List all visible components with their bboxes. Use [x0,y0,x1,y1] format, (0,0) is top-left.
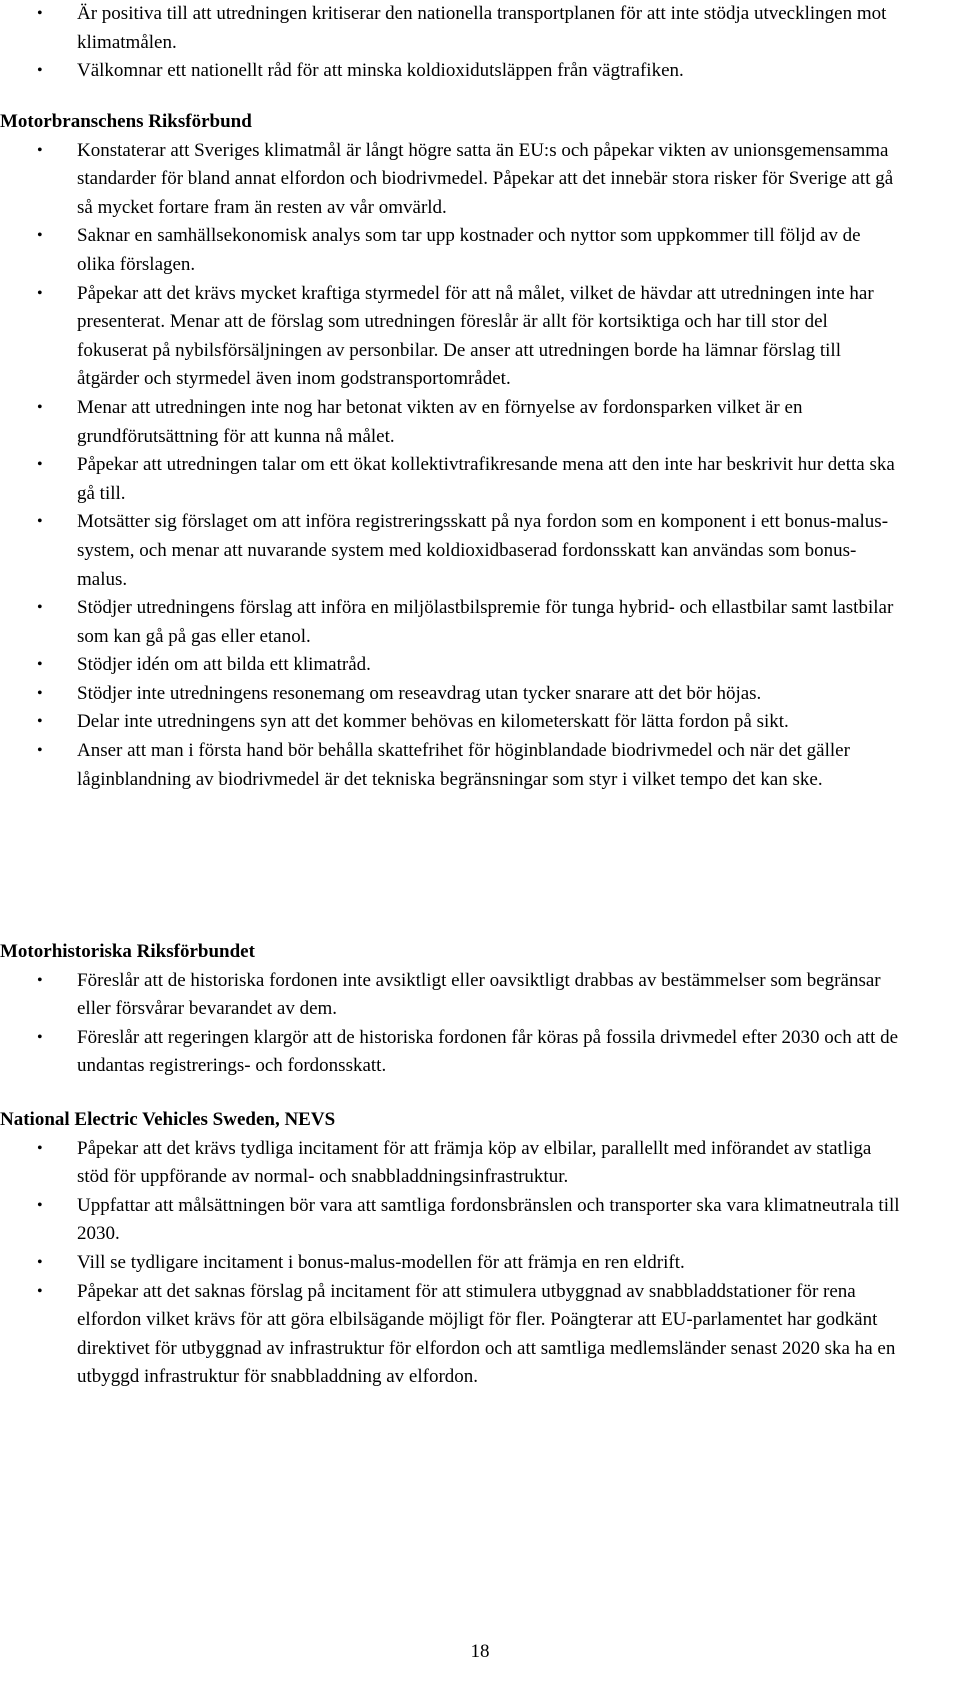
bullet-icon: • [37,62,43,80]
section-motorbranschens-riksforbund [0,108,960,794]
bullet-icon: • [37,284,43,302]
list-item-text: Välkomnar ett nationellt råd för att minska koldioxidutsläppen från vägtrafiken. [77,60,684,82]
intro-section [0,0,960,86]
list-item [0,737,960,794]
bullet-icon: • [37,5,43,22]
bullet-icon: • [37,599,43,617]
list-item [0,1249,960,1278]
bullet-icon: • [37,1282,43,1300]
list-item-text: Påpekar att det krävs tydliga incitament för att främja köp av elbilar, parallellt med införandet av statliga stöd för uppförande av normal- och snabbladdningsinfrastruktur. [77,1137,872,1188]
bullet-icon: • [37,742,43,760]
list-item-text: Menar att utredningen inte nog har betonat vikten av en förnyelse av fordonsparken vilket är en grundförutsättning för att kunna nå målet. [77,396,803,447]
bullet-icon: • [37,398,43,416]
bullet-icon: • [37,684,43,702]
list-item-text: Konstaterar att Sveriges klimatmål är långt högre satta än EU:s och påpekar vikten av unionsgemensamma standarder för bland annat elfordon och biodrivmedel. Påpekar att det innebär stora risker för Sverige att gå så mycket fortare fram än resten av vår omvärld. [77,139,894,218]
list-item [0,651,960,680]
bullet-icon: • [37,1028,43,1046]
list-item-text: Påpekar att utredningen talar om ett ökat kollektivtrafikresande mena att den inte har beskrivit hur detta ska gå till. [77,454,895,504]
section-nevs [0,1106,960,1392]
bullet-list [0,137,960,795]
list-item [0,680,960,709]
list-item [0,222,960,279]
list-item-text: Är positiva till att utredningen kritiserar den nationella transportplanen för att inte stödja utvecklingen mot klimatmålen. [77,3,887,53]
list-item [0,0,960,57]
bullet-icon: • [37,656,43,674]
list-item-text: Påpekar att det krävs mycket kraftiga styrmedel för att nå målet, vilket de hävdar att utredningen inte har presenterat. Menar att de förslag som utredningen föreslår är allt för kortsiktiga och har till stor del fokuserat på nybilsförsäljningen av personbilar. De anser att utredningen borde ha lämnar förslag till åtgärder och styrmedel även inom godstransportområdet. [77,282,874,390]
bullet-icon: • [37,141,43,159]
bullet-icon: • [37,1253,43,1271]
section-heading: Motorbranschens Riksförbund [0,111,252,132]
list-item-text: Anser att man i första hand bör behålla skattefrihet för höginblandade biodrivmedel och när det gäller låginblandning av biodrivmedel är det tekniska begränsningar som styr i vilket tempo det kan ske. [77,740,850,790]
list-item [0,967,960,1024]
bullet-list [0,1135,960,1392]
list-item-text: Stödjer idén om att bilda ett klimatråd. [77,654,371,676]
bullet-list [0,967,960,1081]
bullet-icon: • [37,227,43,245]
list-item [0,280,960,394]
bullet-icon: • [37,1196,43,1214]
list-item [0,394,960,451]
list-item-text: Föreslår att regeringen klargör att de historiska fordonen får köras på fossila drivmedel efter 2030 och att de undantas registrerings- och fordonsskatt. [77,1026,899,1077]
list-item [0,451,960,508]
list-item [0,1278,960,1392]
list-item [0,1192,960,1249]
list-item [0,508,960,594]
section-motorhistoriska-riksforbundet [0,938,960,1081]
list-item [0,1024,960,1081]
list-item [0,137,960,223]
list-item-text: Motsätter sig förslaget om att införa registreringsskatt på nya fordon som en komponent i ett bonus-malus-system, och menar att nuvarande system med koldioxidbaserad fordonsskatt kan användas som bonus-malus. [77,511,889,590]
list-item [0,1135,960,1192]
intro-bullet-list [0,0,960,86]
list-item-text: Påpekar att det saknas förslag på incitament för att stimulera utbyggnad av snabbladdstationer för rena elfordon vilket krävs för att göra elbilsägande möjligt för fler. Poängterar att EU-parlamentet har godkänt direktivet för utbyggnad av infrastruktur för elfordon och att samtliga medlemsländer senast 2020 ska ha en utbyggd infrastruktur för snabbladdning av elfordon. [77,1280,896,1388]
list-item-text: Föreslår att de historiska fordonen inte avsiktligt eller oavsiktligt drabbas av bestämmelser som begränsar eller försvårar bevarandet av dem. [77,969,881,1020]
list-item [0,594,960,651]
bullet-icon: • [37,971,43,989]
list-item-text: Stödjer utredningens förslag att införa en miljölastbilspremie för tunga hybrid- och ellastbilar samt lastbilar som kan gå på gas eller etanol. [77,597,894,647]
bullet-icon: • [37,456,43,474]
bullet-icon: • [37,1139,43,1157]
list-item [0,708,960,737]
list-item-text: Stödjer inte utredningens resonemang om reseavdrag utan tycker snarare att det bör höjas. [77,682,762,704]
page-number: 18 [470,1641,490,1662]
list-item-text: Delar inte utredningens syn att det kommer behövas en kilometerskatt för lätta fordon på sikt. [77,711,789,733]
bullet-icon: • [37,513,43,531]
bullet-icon: • [37,713,43,731]
section-heading: Motorhistoriska Riksförbundet [0,941,255,962]
section-heading: National Electric Vehicles Sweden, NEVS [0,1109,336,1130]
list-item-text: Saknar en samhällsekonomisk analys som tar upp kostnader och nyttor som uppkommer till följd av de olika förslagen. [77,225,861,275]
list-item-text: Uppfattar att målsättningen bör vara att samtliga fordonsbränslen och transporter ska vara klimatneutrala till 2030. [77,1194,900,1245]
list-item-text: Vill se tydligare incitament i bonus-malus-modellen för att främja en ren eldrift. [77,1251,685,1273]
list-item [0,57,960,86]
